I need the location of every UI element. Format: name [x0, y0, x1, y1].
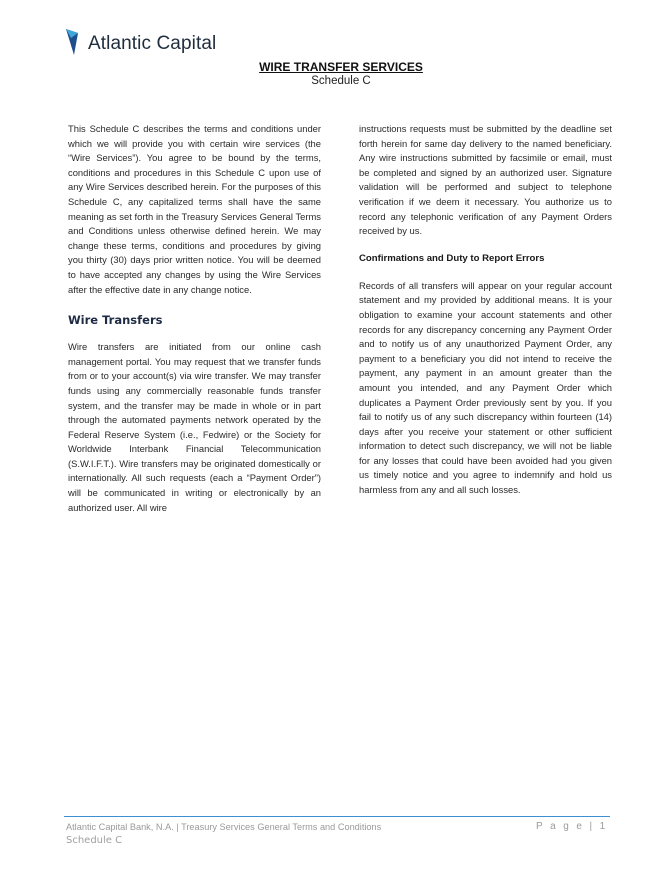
company-logo — [64, 22, 216, 56]
footer-page-number: P a g e | 1 — [536, 821, 608, 832]
confirmations-heading: Confirmations and Duty to Report Errors — [359, 252, 545, 264]
right-column — [359, 122, 612, 498]
wire-transfers-paragraph: Wire transfers are initiated from our online cash management portal. You may request that we transfer funds from or to your account(s) via wire transfer. We may transfer funds using any commercially reasonable funds transfer system, and the transfer may be made in whole or in part through the automated payments network operated by the Federal Reserve System (i.e., Fedwire) or the Society for Worldwide Interbank Financial Telecommunication (S.W.I.F.T.). Wire transfers may be originated domestically or internationally. All such requests (each a “Payment Order”) will be communicated in writing or electronically by an authorized user. All wire — [68, 341, 321, 513]
confirmations-paragraph: Records of all transfers will appear on your regular account statement and my provided by additional means. It is your obligation to examine your account statements and other records for any discrepancy concerning any Payment Order and to notify us of any unauthorized Payment Order, any payment to a beneficiary you did not intend to receive the payment, any payment in an amount greater than the amount you intended, and any Payment Order which duplicates a Payment Order previously sent by you. If you fail to notify us of any such discrepancy within fourteen (14) days after you receive your statement or other sufficient information to detect such discrepancy, we will not be liable for any losses that could have been avoided had you given us timely notice and you agree to indemnify and hold us harmless from any and all such losses. — [359, 279, 612, 496]
title-block — [0, 60, 672, 89]
continued-paragraph: instructions requests must be submitted by the deadline set forth herein for same day delivery to the named beneficiary. Any wire instructions submitted by facsimile or email, must be completed and signed by an authorized user. Signature validation will be performed and subject to telephone verification if we deem it necessary. You authorize us to record any telephonic verification of any Payment Orders received by us. — [359, 123, 612, 237]
document-subtitle: Schedule C — [311, 75, 371, 87]
intro-paragraph: This Schedule C describes the terms and conditions under which we will provide you with certain wire services (the “Wire Services”). You agree to be bound by the terms, conditions and procedures in this Schedule C upon use of any Wire Services described herein. For the purposes of this Schedule C, any capitalized terms shall have the same meaning as set forth in the Treasury Services General Terms and Conditions unless otherwise defined herein. We may change these terms, conditions and procedures by giving you thirty (30) days prior written notice. You will be deemed to have accepted any changes by using the Wire Services after the effective date in any change notice. — [68, 123, 321, 295]
document-title: WIRE TRANSFER SERVICES — [259, 60, 423, 74]
wire-transfers-heading: Wire Transfers — [68, 313, 163, 328]
footer-divider — [64, 816, 610, 817]
atlantic-capital-mark-icon — [64, 26, 86, 56]
left-column — [68, 122, 321, 515]
logo-text: Atlantic Capital — [88, 33, 217, 54]
footer-schedule-label: Schedule C — [66, 835, 123, 846]
footer-document-name: Atlantic Capital Bank, N.A. | Treasury Services General Terms and Conditions — [66, 822, 382, 832]
